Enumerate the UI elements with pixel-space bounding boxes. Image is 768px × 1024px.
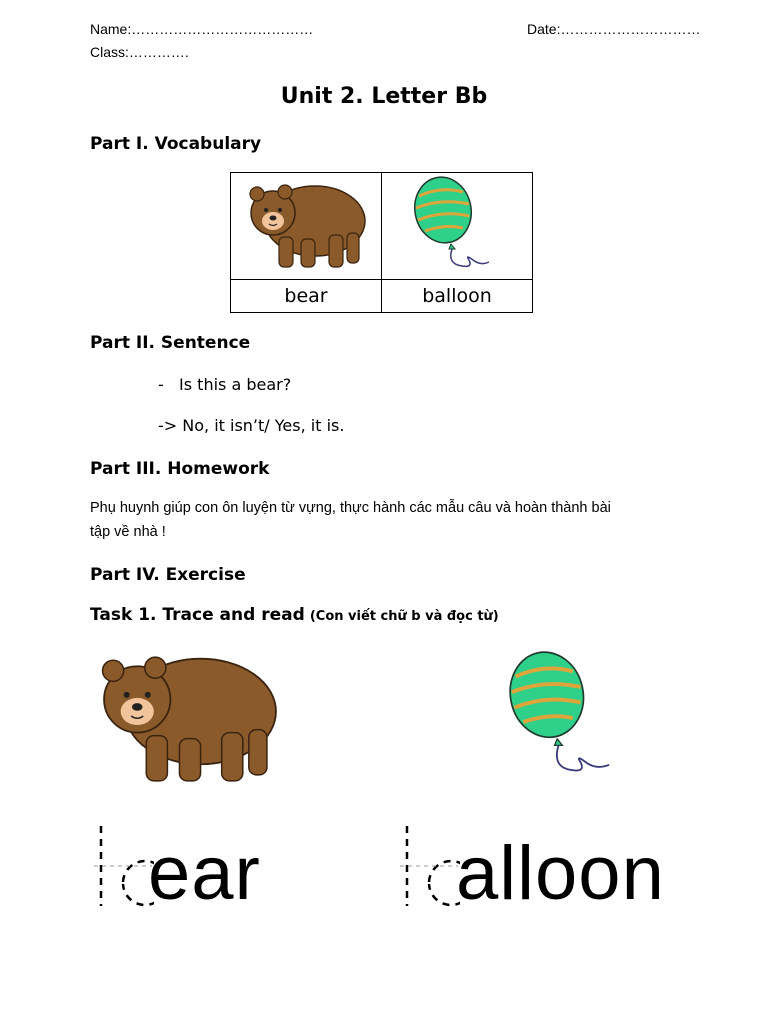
bear-illustration-large-icon — [92, 645, 282, 787]
vocabulary-table — [230, 172, 533, 313]
date-field-label: Date:………………………… — [527, 21, 701, 37]
sentence-question: - Is this a bear? — [158, 375, 292, 394]
trace-word-balloon: alloon — [456, 831, 665, 916]
task1-heading — [90, 605, 499, 625]
page-title: Unit 2. Letter Bb — [280, 84, 488, 109]
homework-text-line1: Phụ huynh giúp con ôn luyện từ vựng, thực hành các mẫu câu và hoàn thành bài — [90, 500, 611, 516]
vocab-word-bear: bear — [231, 280, 382, 313]
trace-word-bear: ear — [148, 831, 261, 916]
vocab-image-cell-balloon — [382, 173, 533, 280]
balloon-illustration-large-icon — [500, 648, 630, 783]
bear-illustration-icon — [243, 177, 369, 271]
part3-heading: Part III. Homework — [90, 459, 270, 479]
trace-letter-b-bear-icon — [94, 824, 154, 910]
trace-letter-b-balloon-icon — [400, 824, 460, 910]
vocab-word-balloon: balloon — [382, 280, 533, 313]
sentence-answer: -> No, it isn’t/ Yes, it is. — [158, 416, 345, 435]
name-field-label: Name:………………………………… — [90, 21, 314, 37]
task1-label: Task 1. Trace and read — [90, 605, 305, 625]
balloon-illustration-icon — [407, 174, 507, 274]
class-field-label: Class:…………. — [90, 44, 189, 60]
part4-heading: Part IV. Exercise — [90, 565, 246, 585]
vocab-image-cell-bear — [231, 173, 382, 280]
homework-text-line2: tập về nhà ! — [90, 524, 166, 540]
part2-heading: Part II. Sentence — [90, 333, 251, 353]
part1-heading: Part I. Vocabulary — [90, 134, 262, 154]
task1-note: (Con viết chữ b và đọc từ) — [309, 609, 499, 624]
